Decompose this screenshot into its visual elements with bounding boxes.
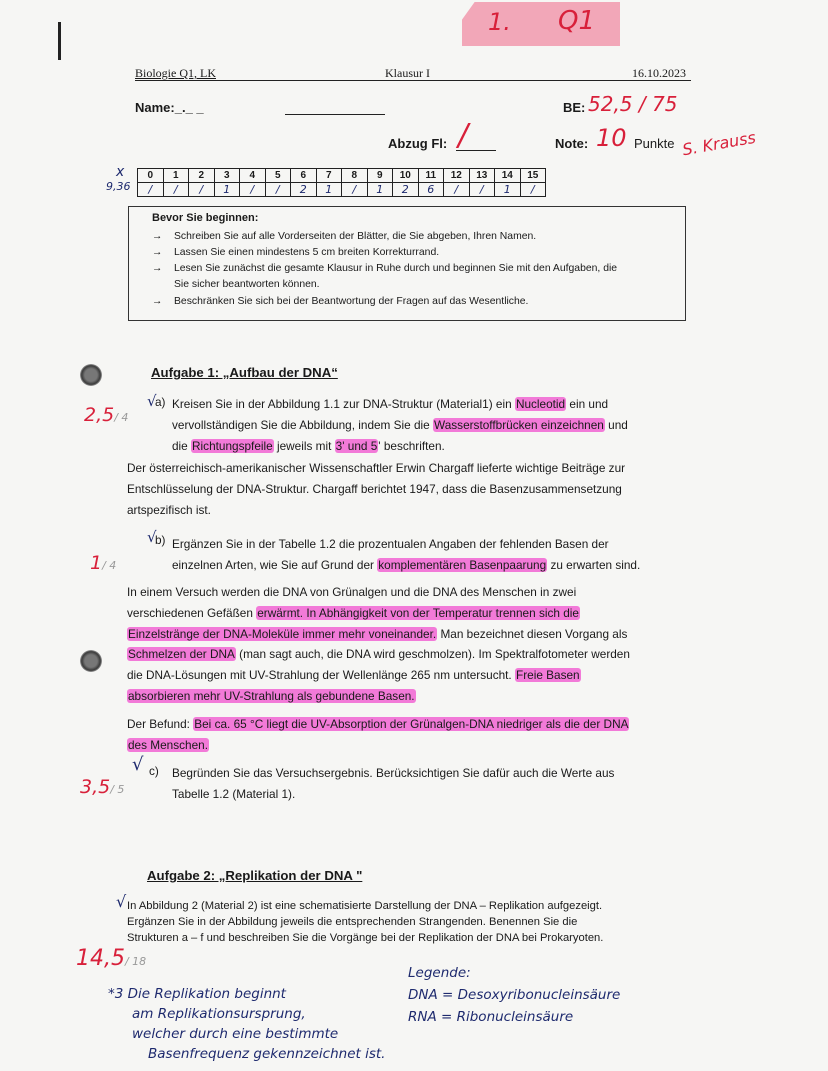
grade-header-cell: 4 xyxy=(240,169,266,183)
sticky-note-course: Q1 xyxy=(558,6,596,36)
grade-tally-cell: 2 xyxy=(291,183,317,197)
task1-heading: Aufgabe 1: „Aufbau der DNA“ xyxy=(151,365,338,380)
instructions-title: Bevor Sie beginnen: xyxy=(152,212,259,224)
check-icon: √ xyxy=(132,754,144,775)
grade-header-cell: 0 xyxy=(138,169,164,183)
header-rule xyxy=(135,80,691,81)
check-icon: √ xyxy=(116,892,127,911)
margin-pen-mark xyxy=(58,22,61,60)
grade-header-cell: 9 xyxy=(367,169,393,183)
arrow-icon: → xyxy=(152,296,163,307)
instruction-item: → Lassen Sie einen mindestens 5 cm breiten Korrekturrand. xyxy=(152,247,440,258)
task2-text: In Abbildung 2 (Material 2) ist eine schematisierte Darstellung der DNA – Replikation aufgezeigt. Ergänzen Sie in der Abbildung jeweils die entsprechenden Strangenden. Benennen Sie die Strukturen a – f und beschreiben Sie die Vorgänge bei der Replikation der DNA bei Prokaryoten. xyxy=(127,900,604,944)
chargaff-paragraph: Der österreichisch-amerikanischer Wissenschaftler Erwin Chargaff lieferte wichtige Beiträge zur Entschlüsselung der DNA-Struktur. Chargaff berichtet 1947, dass die Basenzusammensetzung artspezifisch ist. xyxy=(127,461,626,517)
grade-header-cell: 11 xyxy=(418,169,444,183)
sticky-note xyxy=(462,2,620,46)
check-icon: √ xyxy=(147,528,157,546)
note-value: 10 xyxy=(596,124,627,152)
be-label: BE: xyxy=(563,100,586,115)
task1a-score: 2,5/ 4 xyxy=(84,404,129,426)
task1a-label: a) xyxy=(155,395,166,409)
grade-header-cell: 2 xyxy=(189,169,215,183)
task1c-text: Begründen Sie das Versuchsergebnis. Berücksichtigen Sie dafür auch die Werte aus Tabelle 1.2 (Material 1). xyxy=(172,766,615,801)
abzug-mark: / xyxy=(458,118,469,153)
header-subject: Biologie Q1, LK xyxy=(135,66,216,80)
grade-header-cell: 10 xyxy=(393,169,419,183)
grade-tally-cell: 1 xyxy=(316,183,342,197)
grade-table xyxy=(137,168,546,197)
grade-tally-cell: 1 xyxy=(367,183,393,197)
check-icon: √ xyxy=(147,392,157,410)
header-date: 16.10.2023 xyxy=(632,66,686,80)
grade-header-cell: 3 xyxy=(214,169,240,183)
grade-tally-cell: 1 xyxy=(214,183,240,197)
grade-average: 9,36 xyxy=(106,180,131,193)
grade-header-cell: 6 xyxy=(291,169,317,183)
handwritten-legend: Legende: DNA = Desoxyribonucleinsäure RNA = Ribonucleinsäure xyxy=(408,965,621,1025)
grade-tally-row xyxy=(138,183,546,197)
task1b-label: b) xyxy=(155,533,166,547)
grade-header-cell: 13 xyxy=(469,169,495,183)
befund-paragraph: Der Befund: Bei ca. 65 °C liegt die UV-Absorption der Grünalgen-DNA niedriger als die der DNA des Menschen. xyxy=(127,717,629,752)
sticky-note-number: 1. xyxy=(488,8,511,36)
binder-hole-icon xyxy=(80,650,102,672)
grade-tally-cell: / xyxy=(444,183,470,197)
punkte-label: Punkte xyxy=(634,136,675,151)
experiment-paragraph: In einem Versuch werden die DNA von Grünalgen und die DNA des Menschen in zwei verschiedenen Gefäßen erwärmt. In Abhängigkeit von der Temperatur trennen sich die Einzelstränge der DNA-Moleküle immer mehr voneinander. Man bezeichnet diesen Vorgang als Schmelzen der DNA (man sagt auch, die DNA wird geschmolzen). Im Spektralfotometer werden die DNA-Lösungen mit UV-Strahlung der Wellenlänge 265 nm untersucht. Freie Basen absorbieren mehr UV-Strahlung als gebundene Basen. xyxy=(127,585,630,703)
instruction-item-cont: Sie sicher beantworten können. xyxy=(174,279,320,290)
grade-tally-cell: / xyxy=(240,183,266,197)
arrow-icon: → xyxy=(152,247,163,258)
instruction-item: → Schreiben Sie auf alle Vorderseiten der Blätter, die Sie abgeben, Ihren Namen. xyxy=(152,231,537,242)
header-exam: Klausur I xyxy=(385,66,430,80)
arrow-icon: → xyxy=(152,263,163,274)
grade-header-cell: 15 xyxy=(520,169,546,183)
grade-header-cell: 5 xyxy=(265,169,291,183)
grade-tally-cell: / xyxy=(520,183,546,197)
grade-tally-cell: / xyxy=(342,183,368,197)
abzug-label: Abzug Fl: xyxy=(388,136,448,151)
grade-cross-mark: x xyxy=(116,164,125,180)
grade-tally-cell: / xyxy=(265,183,291,197)
binder-hole-icon xyxy=(80,364,102,386)
arrow-icon: → xyxy=(152,231,163,242)
instruction-item: → Lesen Sie zunächst die gesamte Klausur in Ruhe durch und beginnen Sie mit den Aufgaben, die xyxy=(152,263,618,274)
grade-tally-cell: 6 xyxy=(418,183,444,197)
note-label: Note: xyxy=(555,136,589,151)
handwritten-answer: *3 Die Replikation beginnt am Replikationsursprung, welcher durch eine bestimmte Basenfrequenz gekennzeichnet ist. xyxy=(108,986,386,1062)
grade-tally-cell: / xyxy=(469,183,495,197)
task1c-score: 3,5/ 5 xyxy=(80,776,125,798)
task2-score: 14,5/ 18 xyxy=(76,946,147,971)
task1a-text: Kreisen Sie in der Abbildung 1.1 zur DNA-Struktur (Material1) ein Nucleotid ein und vervollständigen Sie die Abbildung, indem Sie die Wasserstoffbrücken einzeichnen und die Richtungspfeile jeweils mit 3' und 5' beschriften. xyxy=(172,397,628,453)
task1c-label: c) xyxy=(149,764,159,778)
grade-header-cell: 12 xyxy=(444,169,470,183)
grade-header-cell: 14 xyxy=(495,169,521,183)
grade-tally-cell: 1 xyxy=(495,183,521,197)
name-line xyxy=(285,114,385,115)
be-score: 52,5 / 75 xyxy=(588,92,678,116)
name-label: Name:_._ _ xyxy=(135,100,204,115)
task2-heading: Aufgabe 2: „Replikation der DNA " xyxy=(147,868,363,883)
grade-header-cell: 7 xyxy=(316,169,342,183)
grade-header-cell: 1 xyxy=(163,169,189,183)
task1b-text: Ergänzen Sie in der Tabelle 1.2 die prozentualen Angaben der fehlenden Basen der einzelnen Arten, wie Sie auf Grund der komplementären Basenpaarung zu erwarten sind. xyxy=(172,537,641,572)
instruction-item: → Beschränken Sie sich bei der Beantwortung der Fragen auf das Wesentliche. xyxy=(152,296,529,307)
grade-tally-cell: / xyxy=(138,183,164,197)
task1b-score: 1/ 4 xyxy=(90,552,117,574)
teacher-signature: S. Krauss xyxy=(680,127,758,160)
grade-header-row xyxy=(138,169,546,183)
grade-tally-cell: / xyxy=(189,183,215,197)
grade-header-cell: 8 xyxy=(342,169,368,183)
grade-tally-cell: 2 xyxy=(393,183,419,197)
grade-tally-cell: / xyxy=(163,183,189,197)
